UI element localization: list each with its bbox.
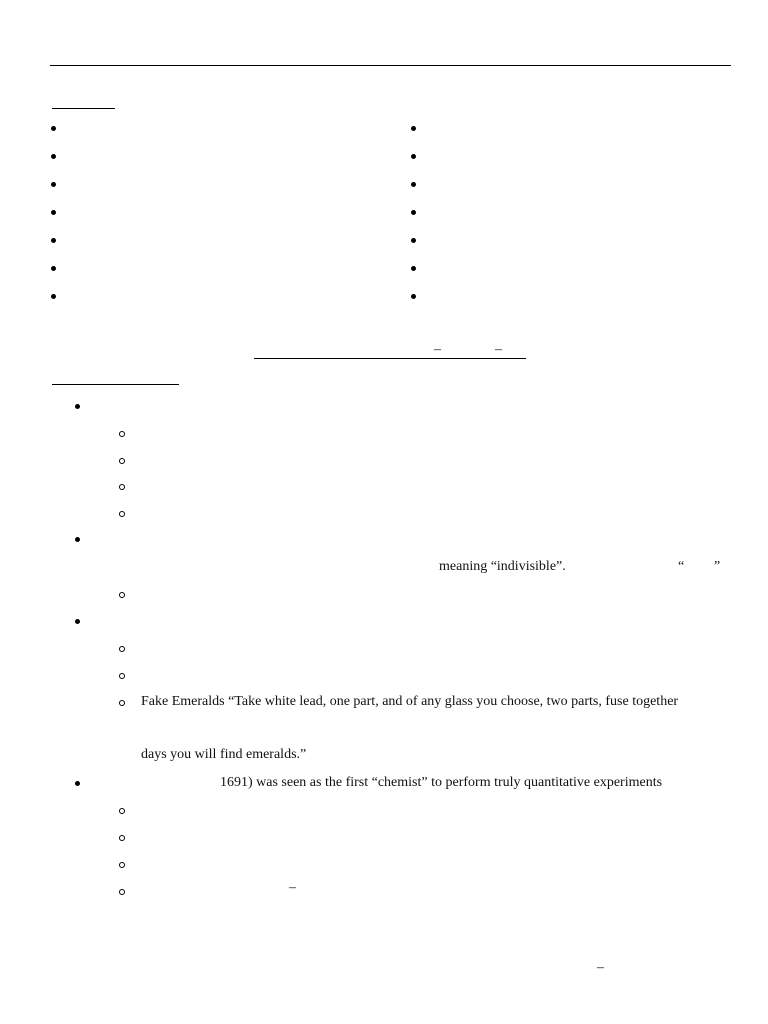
inline-dash: – <box>289 880 296 895</box>
title-underline <box>254 358 526 359</box>
bullet <box>75 404 80 409</box>
bullet <box>51 126 56 131</box>
sub-bullet <box>119 808 125 814</box>
bullet <box>411 294 416 299</box>
bullet <box>51 294 56 299</box>
bullet <box>75 781 80 786</box>
sub-bullet <box>119 511 125 517</box>
bullet <box>411 266 416 271</box>
title-dash: – <box>434 342 441 357</box>
sub-bullet <box>119 862 125 868</box>
bullet <box>411 238 416 243</box>
sub-bullet <box>119 673 125 679</box>
sub-bullet <box>119 835 125 841</box>
bullet <box>411 154 416 159</box>
sub-bullet <box>119 646 125 652</box>
bullet <box>75 537 80 542</box>
sub-bullet <box>119 700 125 706</box>
bullet <box>51 210 56 215</box>
sub-bullet <box>119 889 125 895</box>
open-quote: “ <box>678 559 685 574</box>
bullet <box>51 182 56 187</box>
bullet <box>411 210 416 215</box>
sub-bullet <box>119 592 125 598</box>
title-dash: – <box>495 342 502 357</box>
fake-emeralds-text: Fake Emeralds “Take white lead, one part, and of any glass you choose, two parts, fuse together <box>141 694 679 709</box>
fake-emeralds-text-cont: days you will find emeralds.” <box>141 747 307 762</box>
close-quote: ” <box>714 559 721 574</box>
section1-heading-underline <box>52 108 115 109</box>
sub-bullet <box>119 484 125 490</box>
bullet <box>51 154 56 159</box>
chemist-text: 1691) was seen as the first “chemist” to perform truly quantitative experiments <box>220 775 663 790</box>
sub-bullet <box>119 431 125 437</box>
bullet <box>51 238 56 243</box>
bullet <box>51 266 56 271</box>
indivisible-text: meaning “indivisible”. <box>439 559 566 574</box>
bullet <box>75 619 80 624</box>
sub-bullet <box>119 458 125 464</box>
bullet <box>411 126 416 131</box>
header-rule <box>50 65 731 66</box>
section2-heading-underline <box>52 384 179 385</box>
bullet <box>411 182 416 187</box>
footer-dash: – <box>597 960 604 975</box>
